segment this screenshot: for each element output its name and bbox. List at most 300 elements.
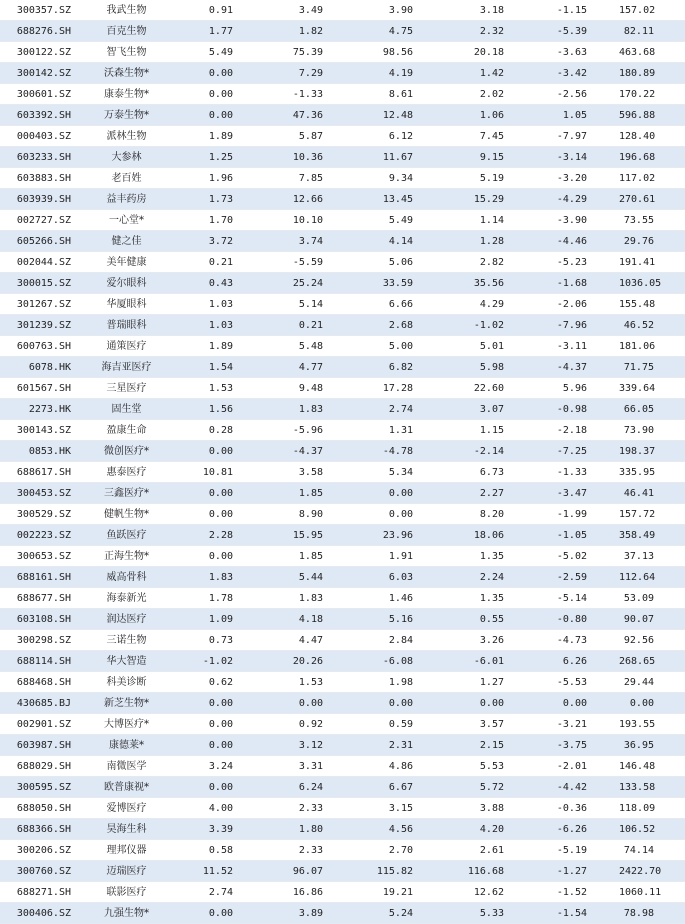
table-row bbox=[0, 189, 685, 210]
table-row bbox=[0, 0, 685, 21]
table-row bbox=[0, 840, 685, 861]
stock-name-cell: 一心堂* bbox=[73, 210, 180, 231]
stock-name-cell: 百克生物 bbox=[73, 21, 180, 42]
value-cell-6: 155.48 bbox=[619, 294, 685, 315]
value-cell-6: 37.13 bbox=[619, 546, 685, 567]
value-cell-5: -3.47 bbox=[536, 483, 619, 504]
value-cell-6: 157.72 bbox=[619, 504, 685, 525]
value-cell-2: 8.90 bbox=[265, 504, 355, 525]
stock-code-cell: 603987.SH bbox=[0, 735, 73, 756]
value-cell-2: 25.24 bbox=[265, 273, 355, 294]
table-row bbox=[0, 420, 685, 441]
value-cell-6: 74.14 bbox=[619, 840, 685, 861]
value-cell-3: 2.31 bbox=[355, 735, 445, 756]
value-cell-3: -6.08 bbox=[355, 651, 445, 672]
table-row bbox=[0, 651, 685, 672]
value-cell-4: 6.73 bbox=[445, 462, 536, 483]
value-cell-3: 1.91 bbox=[355, 546, 445, 567]
value-cell-2: 5.48 bbox=[265, 336, 355, 357]
value-cell-1: 1.96 bbox=[180, 168, 265, 189]
value-cell-6: 73.90 bbox=[619, 420, 685, 441]
table-row bbox=[0, 483, 685, 504]
stock-code-cell: 300653.SZ bbox=[0, 546, 73, 567]
stock-name-cell: 普瑞眼科 bbox=[73, 315, 180, 336]
value-cell-2: -4.37 bbox=[265, 441, 355, 462]
stock-name-cell: 健之佳 bbox=[73, 231, 180, 252]
value-cell-2: 5.87 bbox=[265, 126, 355, 147]
value-cell-5: -3.42 bbox=[536, 63, 619, 84]
value-cell-4: 2.24 bbox=[445, 567, 536, 588]
stock-name-cell: 微创医疗* bbox=[73, 441, 180, 462]
value-cell-3: 13.45 bbox=[355, 189, 445, 210]
value-cell-3: 9.34 bbox=[355, 168, 445, 189]
value-cell-4: 5.53 bbox=[445, 756, 536, 777]
value-cell-1: 3.72 bbox=[180, 231, 265, 252]
value-cell-2: 7.29 bbox=[265, 63, 355, 84]
value-cell-6: 268.65 bbox=[619, 651, 685, 672]
value-cell-4: 0.55 bbox=[445, 609, 536, 630]
table-row bbox=[0, 861, 685, 882]
value-cell-3: 4.19 bbox=[355, 63, 445, 84]
table-row bbox=[0, 609, 685, 630]
value-cell-4: 4.29 bbox=[445, 294, 536, 315]
stock-code-cell: 430685.BJ bbox=[0, 693, 73, 714]
value-cell-2: 47.36 bbox=[265, 105, 355, 126]
value-cell-2: 3.49 bbox=[265, 0, 355, 21]
value-cell-5: -7.96 bbox=[536, 315, 619, 336]
value-cell-6: 180.89 bbox=[619, 63, 685, 84]
table-row bbox=[0, 273, 685, 294]
value-cell-1: 0.00 bbox=[180, 504, 265, 525]
stock-name-cell: 智飞生物 bbox=[73, 42, 180, 63]
stock-code-cell: 300015.SZ bbox=[0, 273, 73, 294]
stock-code-cell: 300760.SZ bbox=[0, 861, 73, 882]
value-cell-3: 115.82 bbox=[355, 861, 445, 882]
table-row bbox=[0, 546, 685, 567]
stock-code-cell: 6078.HK bbox=[0, 357, 73, 378]
value-cell-6: 117.02 bbox=[619, 168, 685, 189]
stock-code-cell: 002044.SZ bbox=[0, 252, 73, 273]
value-cell-2: 1.83 bbox=[265, 588, 355, 609]
value-cell-4: 3.57 bbox=[445, 714, 536, 735]
stock-code-cell: 603883.SH bbox=[0, 168, 73, 189]
stock-code-cell: 300142.SZ bbox=[0, 63, 73, 84]
value-cell-5: -4.29 bbox=[536, 189, 619, 210]
value-cell-3: 4.56 bbox=[355, 819, 445, 840]
value-cell-1: 1.89 bbox=[180, 126, 265, 147]
table-row bbox=[0, 126, 685, 147]
value-cell-6: 191.41 bbox=[619, 252, 685, 273]
value-cell-3: 17.28 bbox=[355, 378, 445, 399]
stock-name-cell: 三星医疗 bbox=[73, 378, 180, 399]
stock-name-cell: 联影医疗 bbox=[73, 882, 180, 903]
stock-name-cell: 派林生物 bbox=[73, 126, 180, 147]
value-cell-1: 0.00 bbox=[180, 63, 265, 84]
table-row bbox=[0, 42, 685, 63]
value-cell-3: 2.68 bbox=[355, 315, 445, 336]
table-row bbox=[0, 336, 685, 357]
value-cell-2: -1.33 bbox=[265, 84, 355, 105]
stock-name-cell: 九强生物* bbox=[73, 903, 180, 924]
value-cell-3: 5.34 bbox=[355, 462, 445, 483]
value-cell-4: 8.20 bbox=[445, 504, 536, 525]
stock-code-cell: 300406.SZ bbox=[0, 903, 73, 924]
value-cell-6: 29.44 bbox=[619, 672, 685, 693]
value-cell-6: 335.95 bbox=[619, 462, 685, 483]
stock-code-cell: 688029.SH bbox=[0, 756, 73, 777]
value-cell-6: 90.07 bbox=[619, 609, 685, 630]
table-row bbox=[0, 504, 685, 525]
value-cell-4: 1.35 bbox=[445, 588, 536, 609]
value-cell-1: 0.00 bbox=[180, 735, 265, 756]
table-row bbox=[0, 525, 685, 546]
value-cell-1: 11.52 bbox=[180, 861, 265, 882]
value-cell-4: 12.62 bbox=[445, 882, 536, 903]
stock-name-cell: 老百姓 bbox=[73, 168, 180, 189]
stock-name-cell: 美年健康 bbox=[73, 252, 180, 273]
value-cell-5: -5.14 bbox=[536, 588, 619, 609]
stock-name-cell: 我武生物 bbox=[73, 0, 180, 21]
stock-name-cell: 爱尔眼科 bbox=[73, 273, 180, 294]
value-cell-6: 106.52 bbox=[619, 819, 685, 840]
value-cell-6: 36.95 bbox=[619, 735, 685, 756]
table-row bbox=[0, 903, 685, 924]
value-cell-4: 22.60 bbox=[445, 378, 536, 399]
stock-code-cell: 300529.SZ bbox=[0, 504, 73, 525]
stock-name-cell: 欧普康视* bbox=[73, 777, 180, 798]
value-cell-1: 0.58 bbox=[180, 840, 265, 861]
value-cell-1: 0.00 bbox=[180, 441, 265, 462]
stock-name-cell: 大博医疗* bbox=[73, 714, 180, 735]
value-cell-2: 4.47 bbox=[265, 630, 355, 651]
stock-name-cell: 正海生物* bbox=[73, 546, 180, 567]
value-cell-5: -3.90 bbox=[536, 210, 619, 231]
value-cell-2: 3.58 bbox=[265, 462, 355, 483]
table-row bbox=[0, 252, 685, 273]
value-cell-2: 16.86 bbox=[265, 882, 355, 903]
table-row bbox=[0, 882, 685, 903]
value-cell-5: -2.01 bbox=[536, 756, 619, 777]
value-cell-5: -3.11 bbox=[536, 336, 619, 357]
value-cell-5: -0.36 bbox=[536, 798, 619, 819]
stock-name-cell: 华大智造 bbox=[73, 651, 180, 672]
stock-name-cell: 大参林 bbox=[73, 147, 180, 168]
value-cell-3: 3.90 bbox=[355, 0, 445, 21]
table-row bbox=[0, 798, 685, 819]
value-cell-1: 0.00 bbox=[180, 777, 265, 798]
value-cell-3: 2.70 bbox=[355, 840, 445, 861]
stock-code-cell: 301267.SZ bbox=[0, 294, 73, 315]
value-cell-6: 358.49 bbox=[619, 525, 685, 546]
value-cell-4: -6.01 bbox=[445, 651, 536, 672]
value-cell-6: 78.98 bbox=[619, 903, 685, 924]
value-cell-3: 3.15 bbox=[355, 798, 445, 819]
stock-code-cell: 688050.SH bbox=[0, 798, 73, 819]
table-row bbox=[0, 357, 685, 378]
stock-code-cell: 0853.HK bbox=[0, 441, 73, 462]
table-row bbox=[0, 735, 685, 756]
value-cell-4: 15.29 bbox=[445, 189, 536, 210]
value-cell-1: 0.00 bbox=[180, 84, 265, 105]
value-cell-1: 1.70 bbox=[180, 210, 265, 231]
value-cell-3: 2.74 bbox=[355, 399, 445, 420]
stock-code-cell: 300122.SZ bbox=[0, 42, 73, 63]
value-cell-5: 1.05 bbox=[536, 105, 619, 126]
value-cell-5: -5.53 bbox=[536, 672, 619, 693]
value-cell-3: 5.16 bbox=[355, 609, 445, 630]
stock-name-cell: 万泰生物* bbox=[73, 105, 180, 126]
stock-code-cell: 002727.SZ bbox=[0, 210, 73, 231]
value-cell-6: 1036.05 bbox=[619, 273, 685, 294]
stock-code-cell: 2273.HK bbox=[0, 399, 73, 420]
value-cell-2: 4.77 bbox=[265, 357, 355, 378]
stock-code-cell: 300298.SZ bbox=[0, 630, 73, 651]
value-cell-6: 339.64 bbox=[619, 378, 685, 399]
stock-code-cell: 605266.SH bbox=[0, 231, 73, 252]
value-cell-6: 92.56 bbox=[619, 630, 685, 651]
table-row bbox=[0, 441, 685, 462]
value-cell-1: 1.89 bbox=[180, 336, 265, 357]
table-row bbox=[0, 168, 685, 189]
value-cell-4: -2.14 bbox=[445, 441, 536, 462]
table-row bbox=[0, 462, 685, 483]
stock-name-cell: 惠泰医疗 bbox=[73, 462, 180, 483]
value-cell-1: 0.91 bbox=[180, 0, 265, 21]
value-cell-5: -3.75 bbox=[536, 735, 619, 756]
value-cell-2: 1.85 bbox=[265, 546, 355, 567]
value-cell-6: 128.40 bbox=[619, 126, 685, 147]
stock-name-cell: 润达医疗 bbox=[73, 609, 180, 630]
value-cell-5: -6.26 bbox=[536, 819, 619, 840]
value-cell-1: 1.73 bbox=[180, 189, 265, 210]
value-cell-2: -5.59 bbox=[265, 252, 355, 273]
value-cell-2: 1.82 bbox=[265, 21, 355, 42]
value-cell-3: 5.00 bbox=[355, 336, 445, 357]
value-cell-4: 1.14 bbox=[445, 210, 536, 231]
value-cell-6: 112.64 bbox=[619, 567, 685, 588]
value-cell-2: 10.36 bbox=[265, 147, 355, 168]
value-cell-1: 1.03 bbox=[180, 315, 265, 336]
value-cell-4: 1.42 bbox=[445, 63, 536, 84]
value-cell-3: 0.59 bbox=[355, 714, 445, 735]
stock-code-cell: 688366.SH bbox=[0, 819, 73, 840]
value-cell-5: -1.68 bbox=[536, 273, 619, 294]
value-cell-1: 0.43 bbox=[180, 273, 265, 294]
value-cell-4: 5.19 bbox=[445, 168, 536, 189]
value-cell-4: 5.72 bbox=[445, 777, 536, 798]
value-cell-4: 5.33 bbox=[445, 903, 536, 924]
value-cell-5: -5.02 bbox=[536, 546, 619, 567]
value-cell-1: 0.00 bbox=[180, 693, 265, 714]
value-cell-6: 146.48 bbox=[619, 756, 685, 777]
value-cell-3: 6.12 bbox=[355, 126, 445, 147]
value-cell-1: 10.81 bbox=[180, 462, 265, 483]
value-cell-1: 2.28 bbox=[180, 525, 265, 546]
value-cell-4: 5.01 bbox=[445, 336, 536, 357]
value-cell-4: 5.98 bbox=[445, 357, 536, 378]
value-cell-5: -3.21 bbox=[536, 714, 619, 735]
value-cell-2: 12.66 bbox=[265, 189, 355, 210]
table-row bbox=[0, 105, 685, 126]
value-cell-5: -1.05 bbox=[536, 525, 619, 546]
value-cell-1: 1.09 bbox=[180, 609, 265, 630]
value-cell-2: 96.07 bbox=[265, 861, 355, 882]
value-cell-5: -0.98 bbox=[536, 399, 619, 420]
value-cell-2: 3.31 bbox=[265, 756, 355, 777]
value-cell-1: 0.00 bbox=[180, 903, 265, 924]
table-row bbox=[0, 21, 685, 42]
stock-code-cell: 688617.SH bbox=[0, 462, 73, 483]
value-cell-5: 6.26 bbox=[536, 651, 619, 672]
value-cell-5: -2.59 bbox=[536, 567, 619, 588]
value-cell-2: 0.00 bbox=[265, 693, 355, 714]
value-cell-6: 270.61 bbox=[619, 189, 685, 210]
stock-code-cell: 300601.SZ bbox=[0, 84, 73, 105]
value-cell-1: 3.39 bbox=[180, 819, 265, 840]
value-cell-6: 170.22 bbox=[619, 84, 685, 105]
value-cell-2: 1.53 bbox=[265, 672, 355, 693]
value-cell-1: 1.56 bbox=[180, 399, 265, 420]
stock-code-cell: 300143.SZ bbox=[0, 420, 73, 441]
value-cell-2: 3.74 bbox=[265, 231, 355, 252]
stock-code-cell: 603939.SH bbox=[0, 189, 73, 210]
stock-code-cell: 300595.SZ bbox=[0, 777, 73, 798]
value-cell-3: 4.75 bbox=[355, 21, 445, 42]
stock-code-cell: 603392.SH bbox=[0, 105, 73, 126]
value-cell-6: 118.09 bbox=[619, 798, 685, 819]
stock-code-cell: 600763.SH bbox=[0, 336, 73, 357]
stock-code-cell: 301239.SZ bbox=[0, 315, 73, 336]
value-cell-1: 0.00 bbox=[180, 546, 265, 567]
stock-code-cell: 601567.SH bbox=[0, 378, 73, 399]
value-cell-6: 82.11 bbox=[619, 21, 685, 42]
table-row bbox=[0, 630, 685, 651]
value-cell-2: 1.85 bbox=[265, 483, 355, 504]
value-cell-4: 1.28 bbox=[445, 231, 536, 252]
value-cell-3: 12.48 bbox=[355, 105, 445, 126]
value-cell-4: -1.02 bbox=[445, 315, 536, 336]
value-cell-5: -5.39 bbox=[536, 21, 619, 42]
stock-name-cell: 昊海生科 bbox=[73, 819, 180, 840]
value-cell-6: 596.88 bbox=[619, 105, 685, 126]
value-cell-1: 1.03 bbox=[180, 294, 265, 315]
table-row bbox=[0, 84, 685, 105]
stock-name-cell: 威高骨科 bbox=[73, 567, 180, 588]
stock-name-cell: 迈瑞医疗 bbox=[73, 861, 180, 882]
value-cell-4: 2.27 bbox=[445, 483, 536, 504]
value-cell-5: -4.42 bbox=[536, 777, 619, 798]
stock-name-cell: 爱博医疗 bbox=[73, 798, 180, 819]
value-cell-4: 1.27 bbox=[445, 672, 536, 693]
stock-code-cell: 002223.SZ bbox=[0, 525, 73, 546]
value-cell-6: 53.09 bbox=[619, 588, 685, 609]
value-cell-5: -5.19 bbox=[536, 840, 619, 861]
value-cell-3: 4.14 bbox=[355, 231, 445, 252]
value-cell-2: 2.33 bbox=[265, 840, 355, 861]
value-cell-2: 2.33 bbox=[265, 798, 355, 819]
value-cell-3: 5.24 bbox=[355, 903, 445, 924]
value-cell-2: 5.44 bbox=[265, 567, 355, 588]
value-cell-5: -1.54 bbox=[536, 903, 619, 924]
value-cell-4: 3.88 bbox=[445, 798, 536, 819]
value-cell-2: 7.85 bbox=[265, 168, 355, 189]
value-cell-5: -3.63 bbox=[536, 42, 619, 63]
value-cell-3: 2.84 bbox=[355, 630, 445, 651]
stock-name-cell: 海吉亚医疗 bbox=[73, 357, 180, 378]
stock-name-cell: 新芝生物* bbox=[73, 693, 180, 714]
value-cell-6: 66.05 bbox=[619, 399, 685, 420]
table-row bbox=[0, 714, 685, 735]
stock-code-cell: 000403.SZ bbox=[0, 126, 73, 147]
value-cell-1: 0.28 bbox=[180, 420, 265, 441]
table-row bbox=[0, 231, 685, 252]
stock-code-cell: 688468.SH bbox=[0, 672, 73, 693]
table-row bbox=[0, 672, 685, 693]
value-cell-5: -4.73 bbox=[536, 630, 619, 651]
value-cell-1: 0.00 bbox=[180, 105, 265, 126]
value-cell-5: -3.14 bbox=[536, 147, 619, 168]
stock-name-cell: 健帆生物* bbox=[73, 504, 180, 525]
value-cell-1: 5.49 bbox=[180, 42, 265, 63]
value-cell-1: 2.74 bbox=[180, 882, 265, 903]
stock-name-cell: 华厦眼科 bbox=[73, 294, 180, 315]
value-cell-2: 20.26 bbox=[265, 651, 355, 672]
value-cell-1: 0.00 bbox=[180, 714, 265, 735]
value-cell-1: 0.21 bbox=[180, 252, 265, 273]
value-cell-2: 6.24 bbox=[265, 777, 355, 798]
value-cell-2: 75.39 bbox=[265, 42, 355, 63]
stock-name-cell: 康德莱* bbox=[73, 735, 180, 756]
value-cell-6: 193.55 bbox=[619, 714, 685, 735]
value-cell-1: 3.24 bbox=[180, 756, 265, 777]
value-cell-5: -4.46 bbox=[536, 231, 619, 252]
value-cell-1: 4.00 bbox=[180, 798, 265, 819]
value-cell-6: 71.75 bbox=[619, 357, 685, 378]
value-cell-2: 5.14 bbox=[265, 294, 355, 315]
stock-name-cell: 通策医疗 bbox=[73, 336, 180, 357]
value-cell-3: 33.59 bbox=[355, 273, 445, 294]
value-cell-5: -5.23 bbox=[536, 252, 619, 273]
value-cell-5: -7.97 bbox=[536, 126, 619, 147]
value-cell-3: 6.03 bbox=[355, 567, 445, 588]
value-cell-1: 1.53 bbox=[180, 378, 265, 399]
value-cell-1: -1.02 bbox=[180, 651, 265, 672]
stock-name-cell: 理邦仪器 bbox=[73, 840, 180, 861]
stock-code-cell: 688276.SH bbox=[0, 21, 73, 42]
value-cell-4: 0.00 bbox=[445, 693, 536, 714]
value-cell-3: 0.00 bbox=[355, 504, 445, 525]
value-cell-2: -5.96 bbox=[265, 420, 355, 441]
stock-code-cell: 300206.SZ bbox=[0, 840, 73, 861]
value-cell-4: 3.07 bbox=[445, 399, 536, 420]
value-cell-6: 198.37 bbox=[619, 441, 685, 462]
stock-code-cell: 688677.SH bbox=[0, 588, 73, 609]
value-cell-1: 0.73 bbox=[180, 630, 265, 651]
value-cell-1: 0.62 bbox=[180, 672, 265, 693]
value-cell-4: 2.32 bbox=[445, 21, 536, 42]
value-cell-1: 1.78 bbox=[180, 588, 265, 609]
value-cell-6: 1060.11 bbox=[619, 882, 685, 903]
value-cell-1: 1.54 bbox=[180, 357, 265, 378]
value-cell-5: -1.15 bbox=[536, 0, 619, 21]
value-cell-3: 5.06 bbox=[355, 252, 445, 273]
value-cell-6: 133.58 bbox=[619, 777, 685, 798]
value-cell-5: -0.80 bbox=[536, 609, 619, 630]
stock-name-cell: 三鑫医疗* bbox=[73, 483, 180, 504]
value-cell-6: 463.68 bbox=[619, 42, 685, 63]
stock-name-cell: 益丰药房 bbox=[73, 189, 180, 210]
value-cell-4: 1.35 bbox=[445, 546, 536, 567]
